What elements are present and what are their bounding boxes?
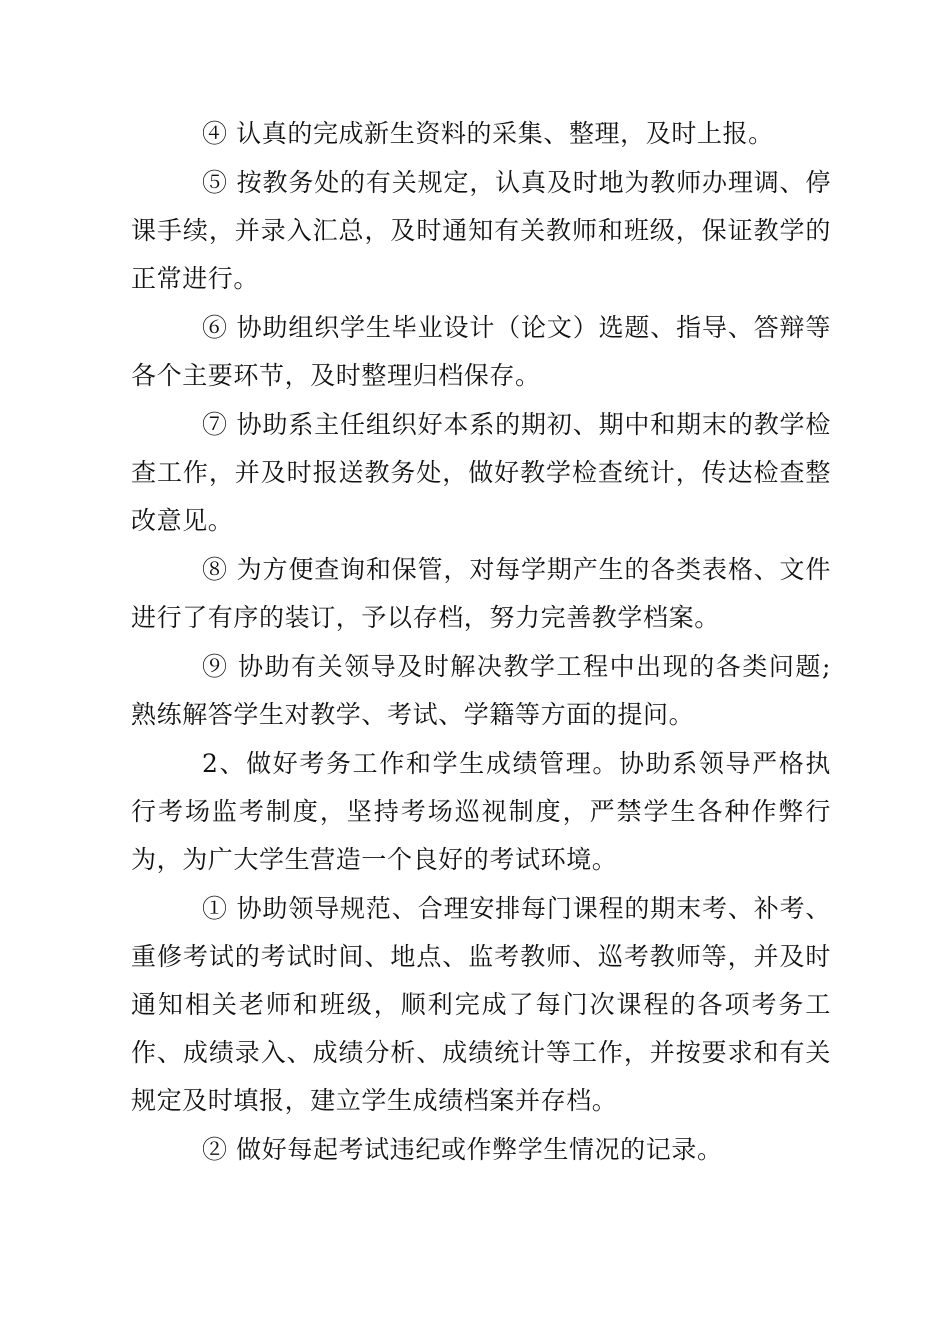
paragraph-item-2: ② 做好每起考试违纪或作弊学生情况的记录。 (202, 1135, 723, 1164)
paragraph-item-6: ⑥ 协助组织学生毕业设计（论文）选题、指导、答辩等各个主要环节，及时整理归档保存。 (131, 313, 831, 390)
paragraph-item-1: ① 协助领导规范、合理安排每门课程的期末考、补考、重修考试的考试时间、地点、监考教师、巡考教师等，并及时通知相关老师和班级，顺利完成了每门次课程的各项考务工作、成绩录入、成绩分析、成绩统计等工作，并按要求和有关规定及时填报，建立学生成绩档案并存档。 (131, 894, 831, 1115)
paragraph-item-5: ⑤ 按教务处的有关规定，认真及时地为教师办理调、停课手续，并录入汇总，及时通知有关教师和班级，保证教学的正常进行。 (131, 168, 831, 293)
paragraph-item-4: ④ 认真的完成新生资料的采集、整理，及时上报。 (202, 119, 774, 148)
paragraph-item-9: ⑨ 协助有关领导及时解决教学工程中出现的各类问题;熟练解答学生对教学、考试、学籍等方面的提问。 (131, 652, 831, 729)
document-body (131, 110, 831, 1175)
section-2-paragraph: 2、做好考务工作和学生成绩管理。协助系领导严格执行考场监考制度，坚持考场巡视制度，严禁学生各种作弊行为，为广大学生营造一个良好的考试环境。 (131, 749, 831, 874)
paragraph-item-8: ⑧ 为方便查询和保管，对每学期产生的各类表格、文件进行了有序的装订，予以存档，努力完善教学档案。 (131, 555, 831, 632)
paragraph-item-7: ⑦ 协助系主任组织好本系的期初、期中和期末的教学检查工作，并及时报送教务处，做好教学检查统计，传达检查整改意见。 (131, 410, 831, 535)
